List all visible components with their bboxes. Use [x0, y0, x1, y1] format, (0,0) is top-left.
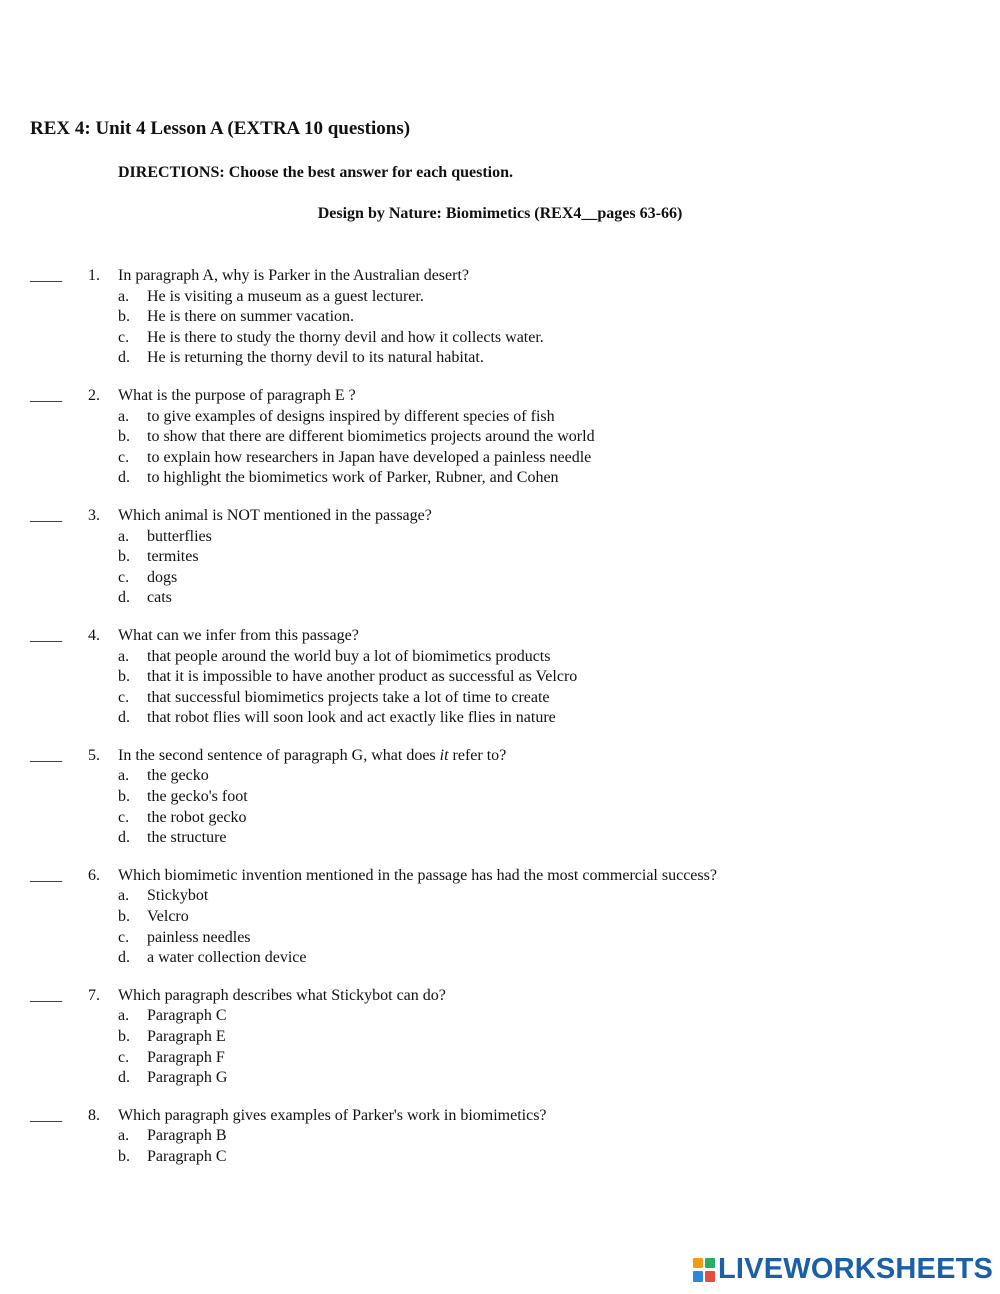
question-number: 4. — [88, 626, 100, 644]
question-list — [0, 266, 1000, 1185]
question-text: Which biomimetic invention mentioned in the passage has had the most commercial success? — [118, 866, 717, 884]
question-2 — [0, 386, 1000, 489]
option-letter: d. — [118, 829, 130, 847]
answer-option[interactable] — [0, 1027, 1000, 1048]
question-line — [0, 986, 1000, 1007]
question-text: Which animal is NOT mentioned in the passage? — [118, 506, 432, 524]
question-number: 1. — [88, 267, 100, 284]
answer-option[interactable] — [0, 588, 1000, 609]
question-8 — [0, 1106, 1000, 1168]
option-letter: a. — [118, 527, 130, 545]
answer-blank[interactable]: ____ — [30, 866, 62, 884]
option-letter: c. — [118, 568, 130, 586]
option-text: Paragraph G — [147, 1069, 228, 1087]
question-line — [0, 1106, 1000, 1127]
option-text: to explain how researchers in Japan have developed a painless needle — [147, 448, 592, 466]
question-3 — [0, 506, 1000, 609]
answer-option[interactable] — [0, 948, 1000, 969]
answer-blank[interactable]: ____ — [30, 986, 62, 1004]
option-text: the gecko — [147, 767, 209, 785]
option-text: Paragraph B — [147, 1127, 227, 1145]
answer-blank[interactable]: ____ — [30, 386, 62, 404]
option-letter: a. — [118, 647, 130, 665]
question-number: 7. — [88, 986, 100, 1004]
question-text: Which paragraph describes what Stickybot can do? — [118, 986, 446, 1004]
option-letter: a. — [118, 1127, 130, 1145]
option-letter: c. — [118, 1048, 130, 1066]
option-letter: a. — [118, 287, 130, 305]
question-4 — [0, 626, 1000, 729]
question-6 — [0, 866, 1000, 969]
question-text: What can we infer from this passage? — [118, 626, 359, 644]
option-text: that it is impossible to have another product as successful as Velcro — [147, 668, 578, 686]
option-text: He is returning the thorny devil to its natural habitat. — [147, 349, 484, 367]
answer-blank[interactable]: ____ — [30, 506, 62, 524]
liveworksheets-logo-icon — [692, 1256, 716, 1284]
question-line — [0, 386, 1000, 407]
answer-option[interactable] — [0, 348, 1000, 369]
option-text: Paragraph F — [147, 1048, 225, 1066]
question-number: 8. — [88, 1106, 100, 1124]
option-letter: b. — [118, 308, 130, 326]
answer-option[interactable] — [0, 568, 1000, 589]
answer-option[interactable] — [0, 547, 1000, 568]
question-number: 2. — [88, 386, 100, 404]
option-letter: c. — [118, 688, 130, 706]
liveworksheets-logo-text: LIVEWORKSHEETS — [718, 1253, 994, 1285]
answer-option[interactable] — [0, 928, 1000, 949]
question-7 — [0, 986, 1000, 1089]
option-text: dogs — [147, 568, 178, 586]
option-text: Velcro — [147, 908, 189, 926]
answer-option[interactable] — [0, 647, 1000, 668]
option-letter: c. — [118, 448, 130, 466]
option-letter: d. — [118, 949, 130, 967]
option-letter: d. — [118, 1069, 130, 1087]
answer-option[interactable] — [0, 307, 1000, 328]
question-line — [0, 866, 1000, 887]
answer-option[interactable] — [0, 708, 1000, 729]
answer-option[interactable] — [0, 427, 1000, 448]
answer-option[interactable] — [0, 667, 1000, 688]
answer-option[interactable] — [0, 468, 1000, 489]
answer-option[interactable] — [0, 328, 1000, 349]
option-letter: d. — [118, 349, 130, 367]
answer-option[interactable] — [0, 1147, 1000, 1168]
worksheet-title: REX 4: Unit 4 Lesson A (EXTRA 10 questions) — [30, 118, 411, 139]
option-text: Stickybot — [147, 887, 209, 905]
question-number: 6. — [88, 866, 100, 884]
answer-blank[interactable]: ____ — [30, 746, 62, 764]
question-line — [0, 506, 1000, 527]
option-letter: a. — [118, 407, 130, 425]
option-text: termites — [147, 548, 199, 566]
answer-option[interactable] — [0, 448, 1000, 469]
option-text: the robot gecko — [147, 808, 247, 826]
option-text: He is there on summer vacation. — [147, 308, 355, 326]
answer-option[interactable] — [0, 1006, 1000, 1027]
question-text: In paragraph A, why is Parker in the Australian desert? — [118, 267, 470, 284]
option-text: that robot flies will soon look and act exactly like flies in nature — [147, 709, 556, 727]
option-text: butterflies — [147, 527, 212, 545]
question-text — [118, 746, 506, 767]
question-number: 5. — [88, 746, 100, 764]
answer-option[interactable] — [0, 766, 1000, 787]
option-text: the gecko's foot — [147, 788, 248, 806]
option-letter: a. — [118, 767, 130, 785]
question-number: 3. — [88, 506, 100, 524]
liveworksheets-logo — [692, 1253, 993, 1286]
option-letter: b. — [118, 428, 130, 446]
option-text: a water collection device — [147, 949, 307, 967]
question-line — [0, 746, 1000, 767]
option-letter: c. — [118, 328, 130, 346]
answer-blank[interactable]: ____ — [30, 626, 62, 644]
option-text: the structure — [147, 829, 227, 847]
answer-blank[interactable]: ____ — [30, 267, 62, 284]
question-text: Which paragraph gives examples of Parker's work in biomimetics? — [118, 1106, 547, 1124]
option-letter: d. — [118, 709, 130, 727]
question-text-italic: it — [439, 746, 449, 764]
answer-option[interactable] — [0, 1048, 1000, 1069]
answer-option[interactable] — [0, 828, 1000, 849]
option-letter: c. — [118, 928, 130, 946]
option-text: to give examples of designs inspired by different species of fish — [147, 407, 555, 425]
question-line — [0, 626, 1000, 647]
answer-option[interactable] — [0, 407, 1000, 428]
option-letter: d. — [118, 469, 130, 487]
option-text: that people around the world buy a lot of biomimetics products — [147, 647, 551, 665]
question-text-after: refer to? — [448, 746, 507, 764]
option-text: He is visiting a museum as a guest lecturer. — [147, 287, 424, 305]
answer-option[interactable] — [0, 688, 1000, 709]
option-letter: d. — [118, 589, 130, 607]
answer-option[interactable] — [0, 886, 1000, 907]
answer-option[interactable] — [0, 787, 1000, 808]
option-letter: b. — [118, 668, 130, 686]
option-text: Paragraph C — [147, 1147, 227, 1165]
option-letter: b. — [118, 1147, 130, 1165]
answer-option[interactable] — [0, 287, 1000, 308]
question-text-before: In the second sentence of paragraph G, what does — [118, 746, 440, 764]
option-text: that successful biomimetics projects take a lot of time to create — [147, 688, 550, 706]
answer-option[interactable] — [0, 907, 1000, 928]
answer-option[interactable] — [0, 1068, 1000, 1089]
option-text: painless needles — [147, 928, 251, 946]
option-text: Paragraph C — [147, 1007, 227, 1025]
option-letter: b. — [118, 788, 130, 806]
option-text: to show that there are different biomimetics projects around the world — [147, 428, 595, 446]
question-5 — [0, 746, 1000, 849]
option-text: He is there to study the thorny devil and how it collects water. — [147, 328, 544, 346]
question-1 — [0, 266, 1000, 369]
option-letter: b. — [118, 548, 130, 566]
reading-title: Design by Nature: Biomimetics (REX4__pages 63-66) — [317, 205, 683, 222]
question-line — [0, 266, 1000, 287]
option-text: to highlight the biomimetics work of Parker, Rubner, and Cohen — [147, 469, 559, 487]
answer-option[interactable] — [0, 1126, 1000, 1147]
option-letter: b. — [118, 908, 130, 926]
question-text: What is the purpose of paragraph E ? — [118, 386, 356, 404]
option-letter: b. — [118, 1028, 130, 1045]
option-letter: a. — [118, 1007, 130, 1025]
option-letter: a. — [118, 887, 130, 905]
option-text: cats — [147, 589, 172, 607]
option-letter: c. — [118, 808, 130, 826]
answer-option[interactable] — [0, 527, 1000, 548]
answer-blank[interactable]: ____ — [30, 1106, 62, 1124]
directions: DIRECTIONS: Choose the best answer for each question. — [118, 164, 513, 181]
answer-option[interactable] — [0, 808, 1000, 829]
option-text: Paragraph E — [147, 1028, 226, 1045]
